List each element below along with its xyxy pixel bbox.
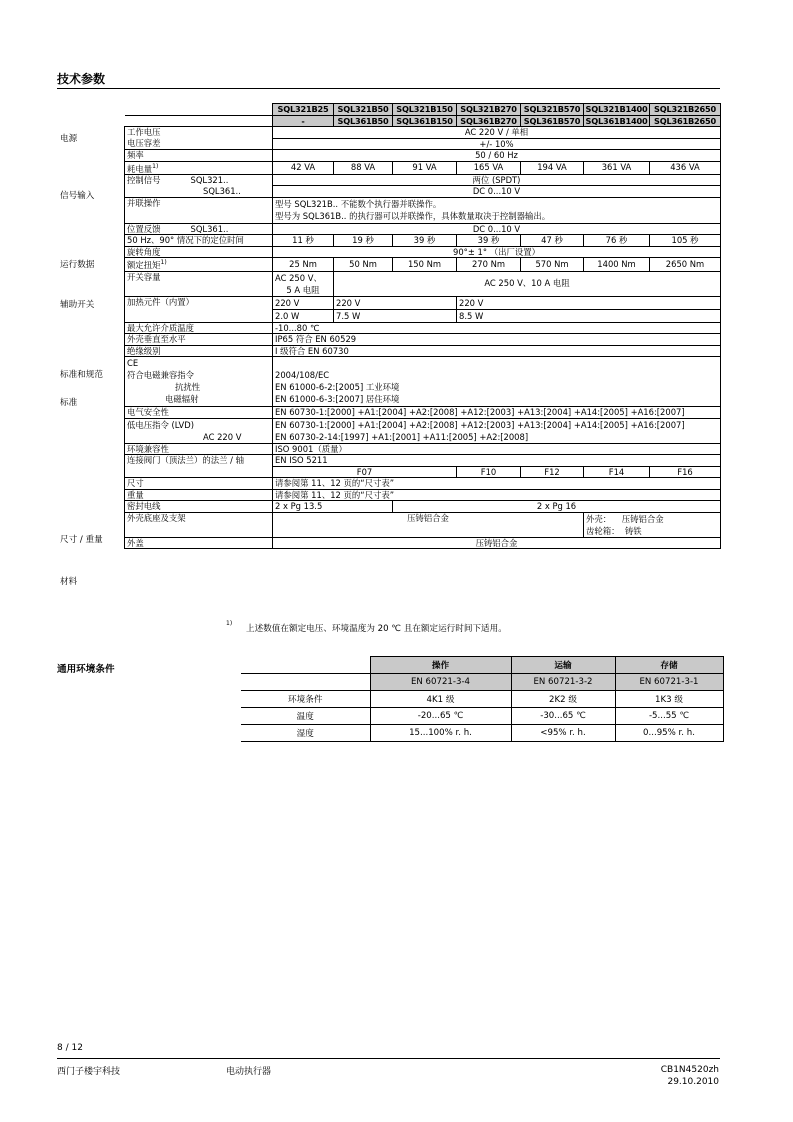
row-label: 重量 [125, 489, 273, 501]
row-value: 220 V 8.5 W [457, 296, 721, 322]
footer-product: 电动执行器 [226, 1067, 272, 1077]
row-value: 90°± 1° （出厂设置） [273, 246, 721, 258]
row-value: 2 x Pg 13.5 [273, 501, 393, 513]
row-value: 39 秒 [393, 235, 457, 247]
row-label: 绝缘级别 [125, 345, 273, 357]
row-value: AC 220 V / 单相 [273, 127, 721, 139]
row-value: 1400 Nm [584, 258, 650, 271]
env-label: 环境条件 [241, 691, 370, 708]
table-row [125, 322, 721, 334]
row-value: F07 [273, 466, 457, 478]
row-value: 194 VA [521, 161, 584, 174]
model-cell: SQL321B570 [521, 104, 584, 116]
env-value: 15...100% r. h. [370, 725, 511, 742]
row-label: 开关容量 [125, 271, 273, 296]
section-std: 标准 [60, 398, 78, 408]
row-label: 旋转角度 [125, 246, 273, 258]
table-row [125, 466, 721, 478]
row-value: 220 V 7.5 W [334, 296, 457, 322]
table-row [125, 537, 721, 549]
env-header: 运输 [511, 657, 615, 674]
footer-doc: CB1N4520zh 29.10.2010 [660, 1065, 719, 1087]
top-divider [57, 88, 720, 89]
env-value: 2K2 级 [511, 691, 615, 708]
model-cell: SQL321B1400 [585, 104, 648, 114]
model-cell: SQL361B570 [521, 115, 584, 127]
row-value: 50 Nm [334, 258, 393, 271]
section-aux: 辅助开关 [60, 300, 95, 310]
env-value: -20...65 ℃ [370, 708, 511, 725]
row-value: +/- 10% [273, 138, 721, 150]
model-cell: SQL321B25 [273, 104, 334, 116]
env-standard: EN 60721-3-2 [511, 674, 615, 691]
row-value: -10...80 ℃ [273, 322, 721, 334]
row-label: 最大允许介质温度 [125, 322, 273, 334]
row-value: ISO 9001（质量） [273, 443, 721, 455]
row-value: 39 秒 [457, 235, 521, 247]
row-value: F12 [521, 466, 584, 478]
row-value: EN 60730-1:[2000] +A1:[2004] +A2:[2008] +A12:[2003] +A13:[2004] +A14:[2005] +A16:[2007] EN 60730-2-14:[1997] +A1:[2001] +A11:[2005] +A2:[2008] [273, 418, 721, 443]
row-value: DC 0...10 V [273, 186, 721, 198]
row-label: 外盖 [125, 537, 273, 549]
row-value: 76 秒 [584, 235, 650, 247]
table-row [125, 174, 721, 186]
row-value: AC 250 V、10 A 电阻 [334, 271, 721, 296]
bottom-divider [57, 1058, 720, 1059]
table-row [125, 418, 721, 443]
row-value: 165 VA [457, 161, 521, 174]
table-row [125, 258, 721, 271]
row-value: F16 [650, 466, 721, 478]
row-value: 19 秒 [334, 235, 393, 247]
env-header: 操作 [370, 657, 511, 674]
row-value: DC 0...10 V [273, 223, 721, 235]
table-row [125, 443, 721, 455]
section-dim: 尺寸 / 重量 [60, 535, 103, 545]
model-cell: SQL361B1400 [585, 115, 648, 126]
row-value: 2 x Pg 16 [393, 501, 721, 513]
page-title: 技术参数 [57, 72, 106, 86]
env-header: 存储 [615, 657, 723, 674]
section-std-norm: 标准和规范 [60, 370, 103, 380]
table-row [125, 271, 721, 296]
row-label: 并联操作 [125, 197, 273, 223]
section-signal: 信号输入 [60, 191, 95, 201]
row-value: 270 Nm [457, 258, 521, 271]
table-row [125, 501, 721, 513]
env-value: 0...95% r. h. [615, 725, 723, 742]
table-row [125, 138, 721, 150]
env-standard: EN 60721-3-4 [370, 674, 511, 691]
env-value: 1K3 级 [615, 691, 723, 708]
row-value: 25 Nm [273, 258, 334, 271]
section-run: 运行数据 [60, 260, 95, 270]
row-value: 361 VA [584, 161, 650, 174]
env-label: 温度 [241, 708, 370, 725]
row-value: 请参阅第 11、12 页的“尺寸表” [273, 489, 721, 501]
row-label: 连接阀门（顶法兰）的法兰 / 轴 [125, 455, 273, 467]
row-label: CE 符合电磁兼容指令 抗扰性 电磁辐射 [125, 357, 273, 407]
row-value: EN ISO 5211 [273, 455, 721, 467]
table-row [125, 197, 721, 223]
row-value: 外壳： 压铸铝合金 齿轮箱： 铸铁 [584, 512, 721, 537]
env-value: -30...65 ℃ [511, 708, 615, 725]
env-value: -5...55 ℃ [615, 708, 723, 725]
row-value: I 级符合 EN 60730 [273, 345, 721, 357]
table-row [125, 235, 721, 247]
row-label: 额定扭矩$^{1)}$ [125, 258, 273, 271]
row-value: AC 250 V、 5 A 电阻 [273, 271, 334, 296]
row-value: 型号 SQL321B.. 不能数个执行器并联操作。 型号为 SQL361B.. 的执行器可以并联操作，具体数量取决于控制器输出。 [273, 197, 721, 223]
section-power: 电源 [60, 134, 78, 144]
row-label: 环境兼容性 [125, 443, 273, 455]
row-label: 尺寸 [125, 478, 273, 490]
row-label: 密封电线 [125, 501, 273, 513]
model-cell: SQL361B2650 [650, 115, 721, 127]
row-value: 88 VA [334, 161, 393, 174]
row-value: 91 VA [393, 161, 457, 174]
table-row [125, 489, 721, 501]
table-row [241, 725, 723, 742]
model-row-2 [125, 115, 721, 127]
table-row [125, 345, 721, 357]
table-row [125, 512, 721, 537]
row-value: EN 60730-1:[2000] +A1:[2004] +A2:[2008] +A12:[2003] +A13:[2004] +A14:[2005] +A16:[2007] [273, 407, 721, 419]
row-value: 2650 Nm [650, 258, 721, 271]
row-label: 控制信号 SQL321.. [125, 174, 273, 186]
model-cell: SQL321B270 [457, 104, 521, 116]
model-cell: SQL321B2650 [650, 104, 721, 116]
model-cell: SQL361B270 [457, 115, 521, 127]
row-value: 请参阅第 11、12 页的“尺寸表” [273, 478, 721, 490]
section-mat: 材料 [60, 577, 78, 587]
row-value: 50 / 60 Hz [273, 150, 721, 162]
row-label: 50 Hz、90° 情况下的定位时间 [125, 235, 273, 247]
row-value: 两位 (SPDT) [273, 174, 721, 186]
env-standard: EN 60721-3-1 [615, 674, 723, 691]
env-title: 通用环境条件 [57, 664, 115, 675]
model-row-1 [125, 104, 721, 116]
row-label: 外壳垂直至水平 [125, 334, 273, 346]
row-value: 150 Nm [393, 258, 457, 271]
row-label: 频率 [125, 150, 273, 162]
row-label: 位置反馈 SQL361.. [125, 223, 273, 235]
row-label: SQL361.. [125, 186, 273, 198]
env-value: <95% r. h. [511, 725, 615, 742]
row-label: 低电压指令 (LVD) AC 220 V [125, 418, 273, 443]
row-value: 压铸铝合金 [273, 512, 584, 537]
table-row [125, 127, 721, 139]
model-cell: SQL321B150 [393, 104, 457, 116]
model-cell: SQL361B150 [393, 115, 457, 127]
model-cell: SQL321B50 [334, 104, 393, 116]
table-row [125, 246, 721, 258]
footer-company: 西门子楼宇科技 [57, 1067, 121, 1077]
env-value: 4K1 级 [370, 691, 511, 708]
row-label: 外壳底座及支架 [125, 512, 273, 537]
row-value: 570 Nm [521, 258, 584, 271]
row-label: 加热元件（内置） [125, 296, 273, 322]
spec-table [124, 103, 721, 549]
table-row [125, 161, 721, 174]
table-row [125, 334, 721, 346]
env-table [241, 656, 724, 742]
row-value: IP65 符合 EN 60529 [273, 334, 721, 346]
row-value: 436 VA [650, 161, 721, 174]
table-row [125, 186, 721, 198]
row-label: 电压容差 [125, 138, 273, 150]
row-value: 11 秒 [273, 235, 334, 247]
row-value: 压铸铝合金 [273, 537, 721, 549]
table-row [241, 708, 723, 725]
row-value: F14 [584, 466, 650, 478]
row-value: F10 [457, 466, 521, 478]
row-label: 电气安全性 [125, 407, 273, 419]
model-cell: SQL361B50 [334, 115, 393, 127]
footnote-mark: 1) [226, 620, 233, 627]
page-number: 8 / 12 [57, 1043, 83, 1053]
row-value: 105 秒 [650, 235, 721, 247]
row-label: 耗电量$^{1)}$ [125, 161, 273, 174]
row-label: 工作电压 [125, 127, 273, 139]
table-row [125, 478, 721, 490]
row-value: 2004/108/EC EN 61000-6-2:[2005] 工业环境 EN 61000-6-3:[2007] 居住环境 [273, 357, 721, 407]
table-row [125, 223, 721, 235]
row-value: 220 V 2.0 W [273, 296, 334, 322]
row-value: 47 秒 [521, 235, 584, 247]
env-label: 湿度 [241, 725, 370, 742]
row-value: 42 VA [273, 161, 334, 174]
table-row [125, 150, 721, 162]
table-row [241, 691, 723, 708]
model-cell: - [273, 115, 334, 127]
footnote-text: 上述数值在额定电压、环境温度为 20 ℃ 且在额定运行时间下适用。 [246, 624, 507, 634]
table-row [125, 296, 721, 322]
table-row [125, 407, 721, 419]
table-row [125, 455, 721, 467]
table-row [125, 357, 721, 407]
